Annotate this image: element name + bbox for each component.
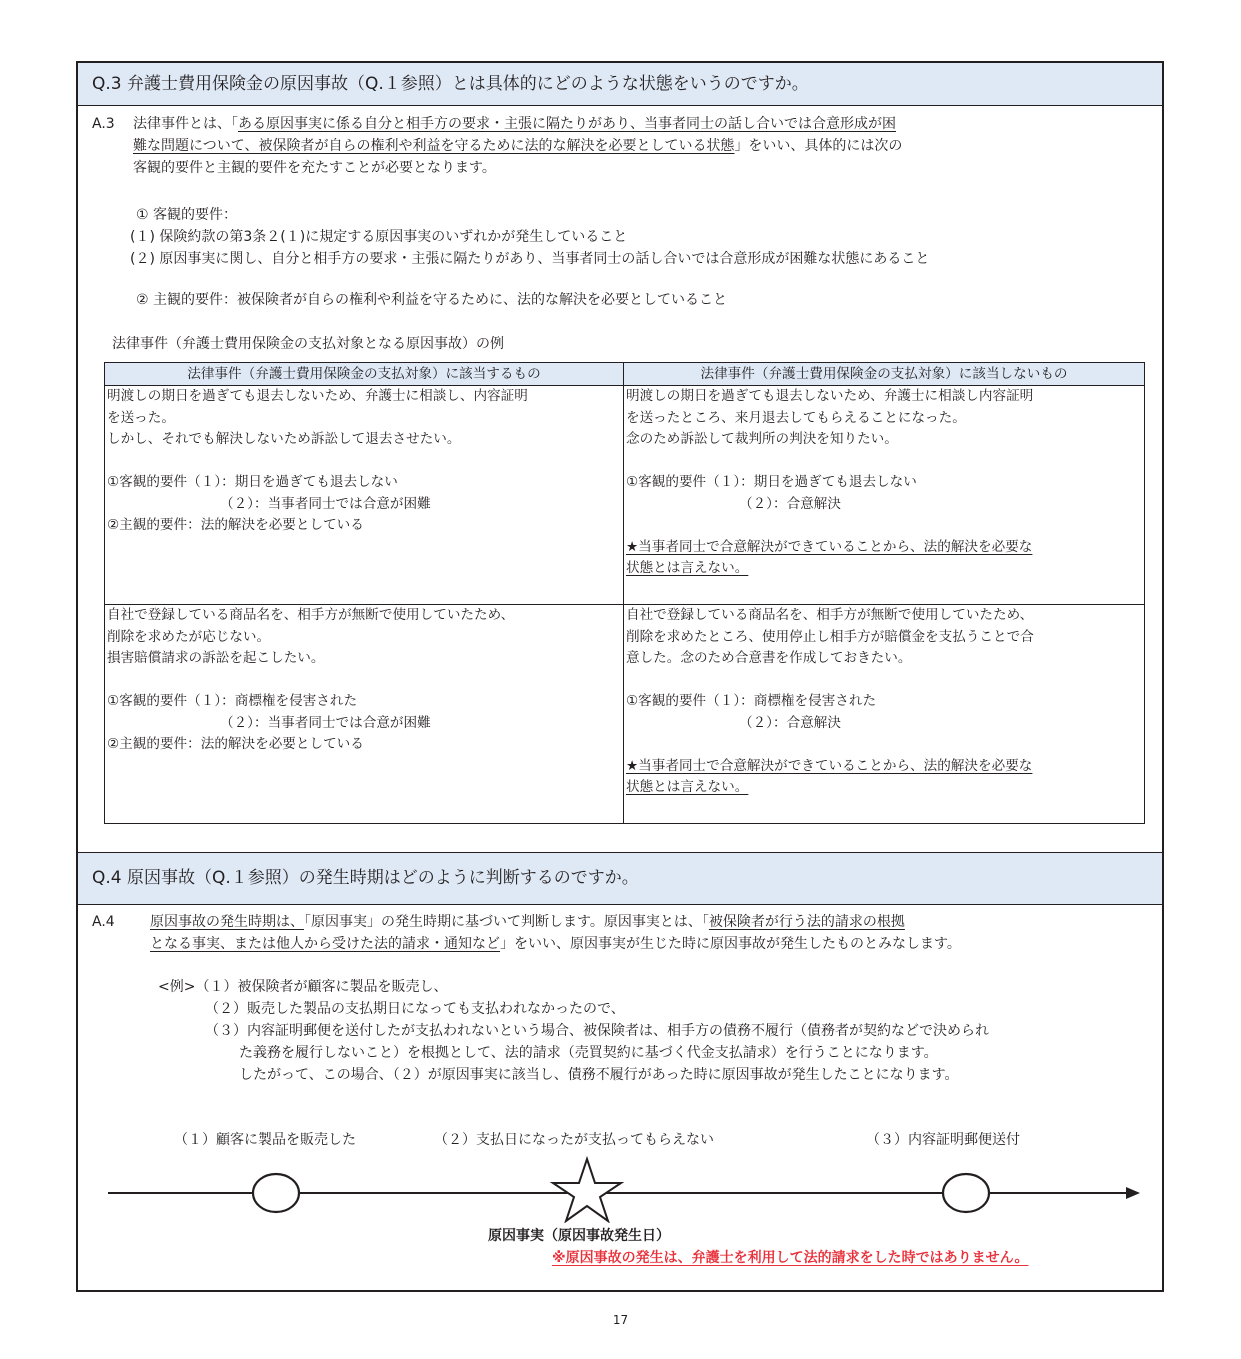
table-row — [105, 386, 1145, 605]
a4-underline-b: 被保険者が行う法的請求の根拠 — [708, 914, 905, 930]
star-icon — [553, 1159, 621, 1221]
row2-not-applicable-cell — [624, 605, 1145, 824]
timeline-note: ※原因事故の発生は、弁護士を利用して法的請求をした時ではありません。 — [552, 1250, 1029, 1266]
table-header-row — [105, 363, 1145, 386]
cell-note-line: 状態とは言えない。 — [626, 779, 749, 795]
a3-line-3: 客観的要件と主観的要件を充たすことが必要となります。 — [133, 160, 496, 176]
a3-underline-2: 難な問題について、被保険者が自らの権利や利益を守るために法的な解決を必要としている状態 — [133, 138, 735, 154]
a4-label: A.4 — [92, 914, 115, 930]
cell-line: ①客観的要件（１）：期日を過ぎても退去しない — [626, 474, 917, 490]
a3-line-2-tail: 」をいい、具体的には次の — [734, 138, 903, 154]
a3-line-2 — [133, 135, 902, 157]
q4-question-header: Q.4 原因事故（Q.１参照）の発生時期はどのように判断するのですか。 — [78, 852, 1162, 905]
subjective-requirement: ② 主観的要件：被保険者が自らの権利や利益を守るために、法的な解決を必要としていること — [136, 292, 727, 308]
cell-line: （２）：当事者同士では合意が困難 — [220, 495, 431, 512]
cell-line: 自社で登録している商品名を、相手方が無断で使用していたため、 — [626, 607, 1034, 623]
cell-line: 念のため訴訟して裁判所の判決を知りたい。 — [626, 431, 898, 447]
a4-line-2 — [150, 933, 961, 955]
timeline-diagram — [78, 1153, 1162, 1223]
cell-line: を送った。 — [107, 409, 175, 426]
cell-note-line: ★当事者同士で合意解決ができていることから、法的解決を必要な — [626, 757, 1033, 774]
example-line-4: た義務を履行しないこと）を根拠として、法的請求（売買契約に基づく代金支払請求）を行うことになります。 — [239, 1045, 938, 1061]
cell-line: 自社で登録している商品名を、相手方が無断で使用していたため、 — [107, 607, 515, 623]
a3-line-1 — [133, 113, 896, 135]
example-line-5: したがって、この場合、（２）が原因事実に該当し、債務不履行があった時に原因事故が発生したことになります。 — [239, 1067, 959, 1083]
a3-underline-1: ある原因事実に係る自分と相手方の要求・主張に隔たりがあり、当事者同士の話し合いでは合意形成が困 — [238, 116, 896, 132]
a4-line-1-mid: 「原因事実」の発生時期に基づいて判断します。原因事実とは、「 — [304, 914, 709, 930]
cell-line: 明渡しの期日を過ぎても退去しないため、弁護士に相談し内容証明 — [626, 388, 1034, 404]
timeline-label-3: （３）内容証明郵便送付 — [866, 1132, 1020, 1148]
table-row — [105, 605, 1145, 824]
cell-note-line: ★当事者同士で合意解決ができていることから、法的解決を必要な — [626, 538, 1033, 555]
cell-line: 意した。念のため合意書を作成しておきたい。 — [626, 650, 912, 666]
cell-line: （２）：合意解決 — [739, 714, 841, 731]
cell-line: （２）：合意解決 — [739, 495, 841, 512]
cause-fact-label: 原因事実（原因事故発生日） — [488, 1228, 670, 1244]
q3-question-header: Q.3 弁護士費用保険金の原因事故（Q.１参照）とは具体的にどのような状態をいうのですか。 — [78, 63, 1162, 106]
header-not-applicable: 法律事件（弁護士費用保険金の支払対象）に該当しないもの — [624, 363, 1145, 386]
objective-title: ① 客観的要件： — [136, 207, 238, 223]
cell-line: 明渡しの期日を過ぎても退去しないため、弁護士に相談し、内容証明 — [107, 388, 528, 404]
a4-underline-c: となる事実、または他人から受けた法的請求・通知など — [150, 936, 500, 952]
timeline-arrowhead — [1126, 1187, 1140, 1199]
a4-line-2-tail: 」をいい、原因事実が生じた時に原因事故が発生したものとみなします。 — [500, 936, 961, 952]
row2-applicable-cell — [105, 605, 624, 824]
qa-frame — [76, 61, 1164, 1292]
cell-line: 損害賠償請求の訴訟を起こしたい。 — [107, 650, 325, 666]
a3-intro: 法律事件とは、「 — [133, 116, 238, 132]
cell-line: ①客観的要件（１）：商標権を侵害された — [107, 693, 358, 709]
row1-not-applicable-cell — [624, 386, 1145, 605]
example-table — [104, 362, 1145, 824]
cell-note-line: 状態とは言えない。 — [626, 560, 749, 576]
page-number: 17 — [612, 1313, 629, 1327]
timeline-label-2: （２）支払日になったが支払ってもらえない — [434, 1132, 714, 1148]
example-line-2: （２）販売した製品の支払期日になっても支払われなかったので、 — [205, 1001, 625, 1017]
example-line-3: （３）内容証明郵便を送付したが支払われないという場合、被保険者は、相手方の債務不履行（債務者が契約などで決められ — [205, 1023, 989, 1039]
table-caption: 法律事件（弁護士費用保険金の支払対象となる原因事故）の例 — [112, 336, 504, 352]
objective-item-2: (２) 原因事実に関し、自分と相手方の要求・主張に隔たりがあり、当事者同士の話し合いでは合意形成が困難な状態にあること — [130, 251, 930, 267]
timeline-label-1: （１）顧客に製品を販売した — [174, 1132, 356, 1148]
cell-line: ②主観的要件：法的解決を必要としている — [107, 736, 364, 752]
cell-line: しかし、それでも解決しないため訴訟して退去させたい。 — [107, 431, 461, 447]
a4-underline-a: 原因事故の発生時期は、 — [150, 914, 304, 930]
example-line-1: <例>（１）被保険者が顧客に製品を販売し、 — [158, 979, 448, 995]
cell-line: ①客観的要件（１）：商標権を侵害された — [626, 693, 877, 709]
cell-line: （２）：当事者同士では合意が困難 — [220, 714, 431, 731]
a3-label: A.3 — [92, 116, 115, 132]
a4-line-1 — [150, 911, 905, 933]
timeline-circle-1 — [253, 1174, 299, 1212]
cell-line: を送ったところ、来月退去してもらえることになった。 — [626, 409, 966, 426]
objective-item-1: (１) 保険約款の第3条２(１)に規定する原因事実のいずれかが発生していること — [130, 229, 628, 245]
cell-line: ②主観的要件：法的解決を必要としている — [107, 517, 364, 533]
timeline-circle-3 — [943, 1174, 989, 1212]
cell-line: 削除を求めたが応じない。 — [107, 628, 271, 645]
header-applicable: 法律事件（弁護士費用保険金の支払対象）に該当するもの — [105, 363, 624, 386]
cell-line: ①客観的要件（１）：期日を過ぎても退去しない — [107, 474, 398, 490]
row1-applicable-cell — [105, 386, 624, 605]
cell-line: 削除を求めたところ、使用停止し相手方が賠償金を支払うことで合 — [626, 628, 1034, 645]
